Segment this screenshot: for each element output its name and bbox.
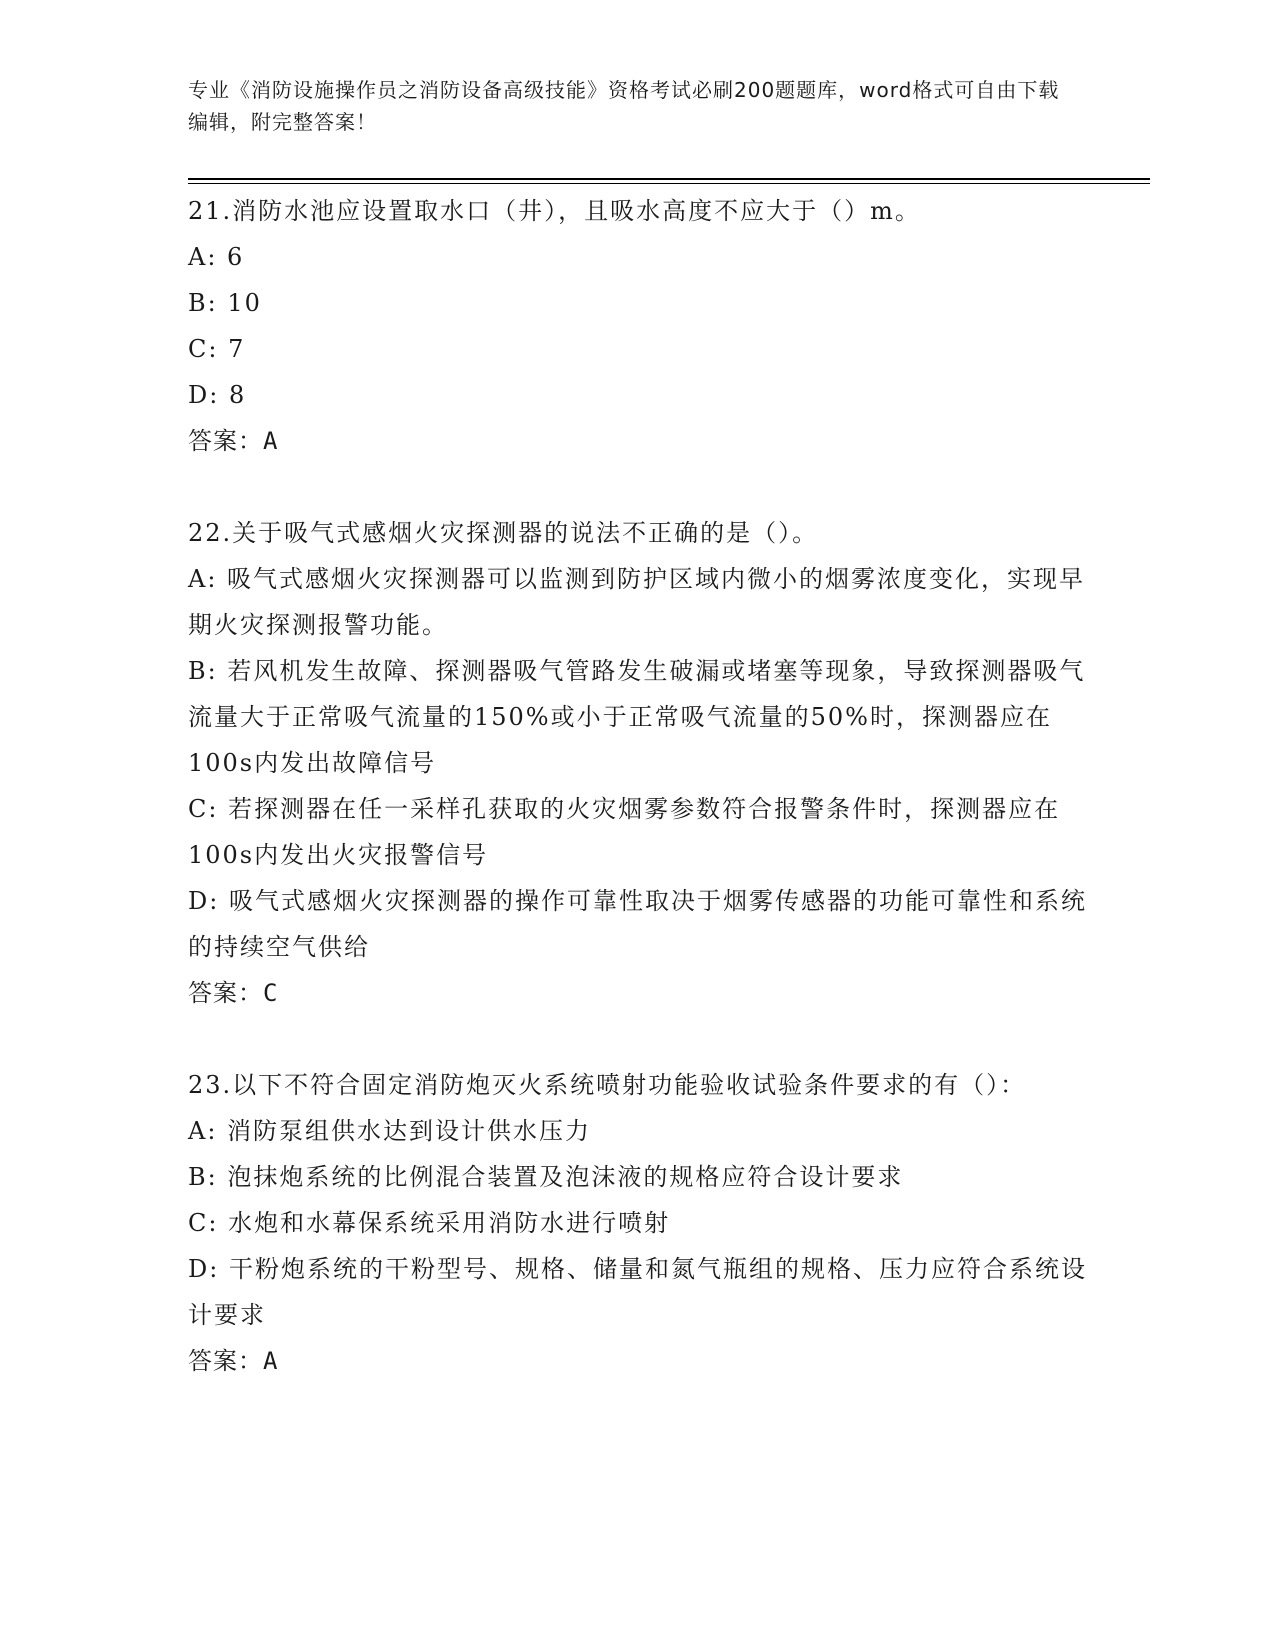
header-divider-thick (188, 178, 1150, 180)
option-c: C: 若探测器在任一采样孔获取的火灾烟雾参数符合报警条件时，探测器应在100s内发出火灾报警信号 (188, 795, 1061, 869)
option-a: A: 吸气式感烟火灾探测器可以监测到防护区域内微小的烟雾浓度变化，实现早期火灾探测报警功能。 (188, 565, 1086, 639)
option-b: B: 泡抹炮系统的比例混合装置及泡沫液的规格应符合设计要求 (188, 1163, 904, 1191)
question-stem: 22.关于吸气式感烟火灾探测器的说法不正确的是（）。 (188, 519, 819, 547)
question-21 (188, 188, 1088, 464)
question-list (188, 188, 1088, 1430)
answer-label: 答案： (188, 427, 263, 455)
option-c: C: 7 (188, 335, 246, 363)
option-c: C: 水炮和水幕保系统采用消防水进行喷射 (188, 1209, 671, 1237)
answer-value: C (263, 979, 279, 1007)
option-d: D: 吸气式感烟火灾探测器的操作可靠性取决于烟雾传感器的功能可靠性和系统的持续空气供给 (188, 887, 1087, 961)
answer-value: A (263, 427, 279, 455)
question-stem: 21.消防水池应设置取水口（井），且吸水高度不应大于（）m。 (188, 197, 921, 225)
option-d: D: 干粉炮系统的干粉型号、规格、储量和氮气瓶组的规格、压力应符合系统设计要求 (188, 1255, 1087, 1329)
option-a: A: 6 (188, 243, 245, 271)
question-23 (188, 1062, 1088, 1384)
answer-label: 答案： (188, 979, 263, 1007)
document-header: 专业《消防设施操作员之消防设备高级技能》资格考试必刷200题题库，word格式可自由下载编辑，附完整答案！ (188, 78, 1060, 134)
answer-label: 答案： (188, 1347, 263, 1375)
option-a: A: 消防泵组供水达到设计供水压力 (188, 1117, 592, 1145)
answer-line (188, 418, 1088, 464)
question-stem: 23.以下不符合固定消防炮灭火系统喷射功能验收试验条件要求的有（）： (188, 1071, 1027, 1099)
answer-line (188, 970, 1088, 1016)
option-b: B: 10 (188, 289, 262, 317)
answer-value: A (263, 1347, 279, 1375)
answer-line (188, 1338, 1088, 1384)
option-d: D: 8 (188, 381, 247, 409)
header-divider-thin (188, 183, 1150, 184)
question-22 (188, 510, 1088, 1016)
option-b: B: 若风机发生故障、探测器吸气管路发生破漏或堵塞等现象，导致探测器吸气流量大于正常吸气流量的150%或小于正常吸气流量的50%时，探测器应在100s内发出故障信号 (188, 657, 1086, 777)
